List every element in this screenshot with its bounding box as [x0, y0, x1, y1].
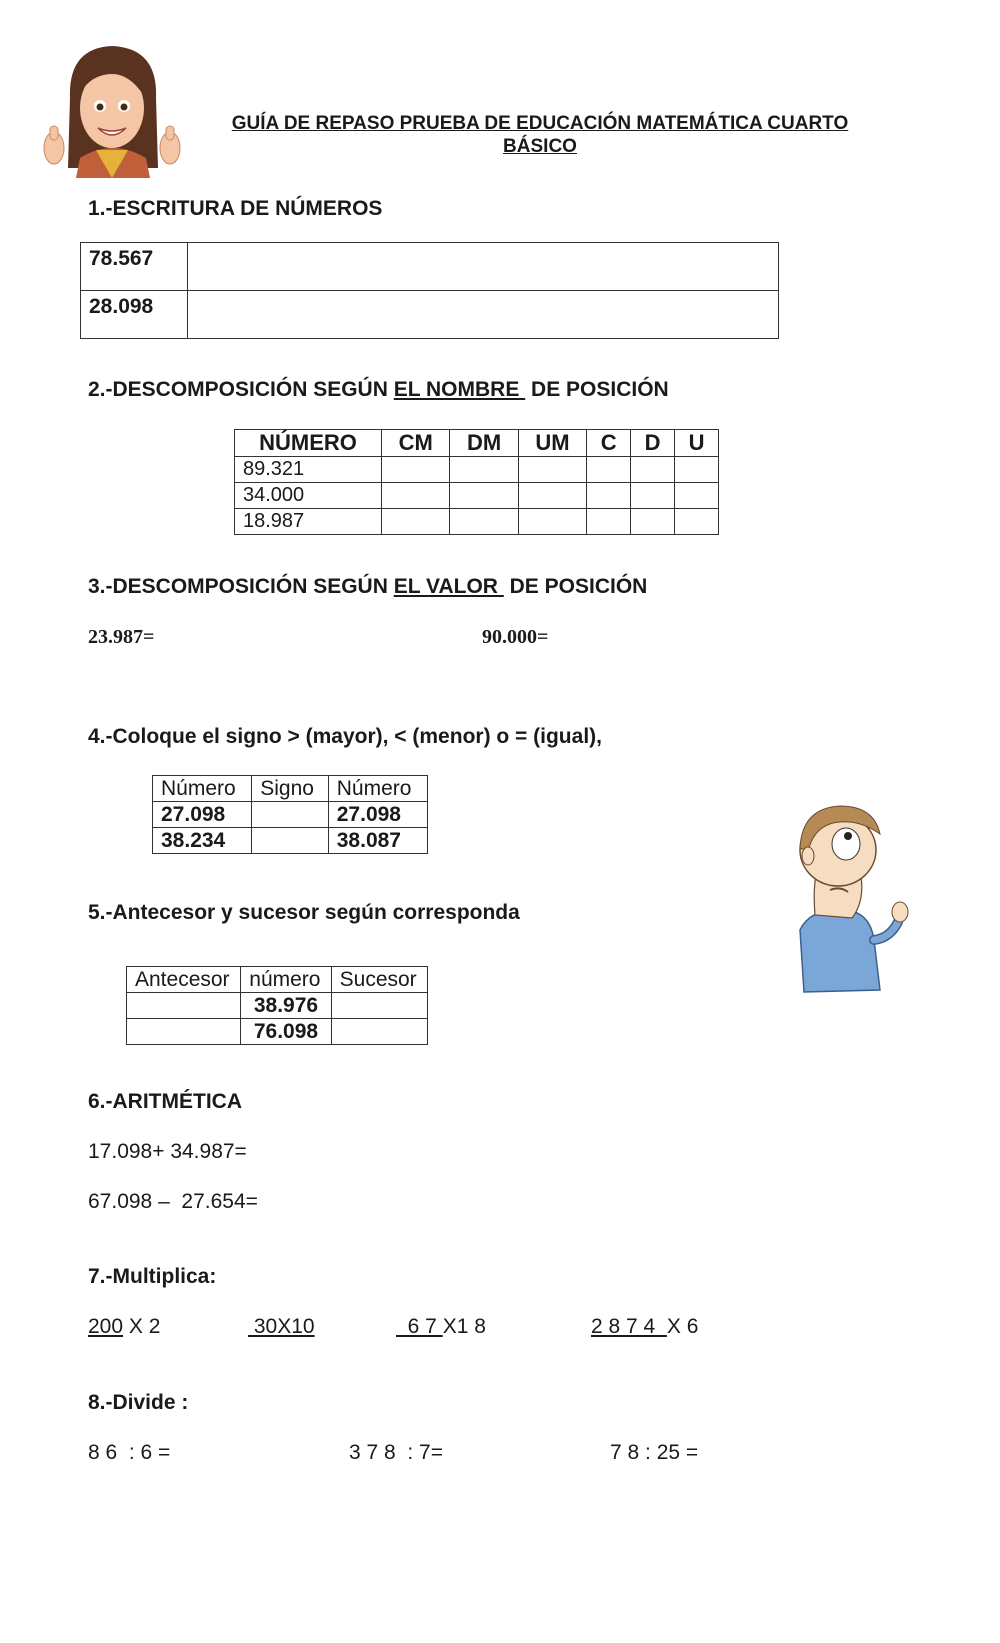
- answer-cell[interactable]: [675, 509, 719, 535]
- heading-suffix: DE POSICIÓN: [525, 378, 669, 401]
- header-sucesor: Sucesor: [331, 967, 427, 993]
- answer-cell[interactable]: [331, 993, 427, 1019]
- table-row: [235, 483, 719, 509]
- answer-cell[interactable]: [518, 509, 586, 535]
- table-header-row: [153, 776, 428, 802]
- header-antecesor: Antecesor: [127, 967, 241, 993]
- answer-cell[interactable]: [587, 483, 631, 509]
- number-cell: 18.987: [235, 509, 382, 535]
- factor-underlined: 6 7: [396, 1315, 443, 1338]
- answer-cell[interactable]: [127, 1019, 241, 1045]
- header-um: UM: [518, 430, 586, 457]
- heading-prefix: 2.-DESCOMPOSICIÓN SEGÚN: [88, 378, 394, 401]
- heading-suffix: DE POSICIÓN: [503, 575, 648, 598]
- table-row: [81, 291, 779, 339]
- answer-cell[interactable]: [382, 457, 450, 483]
- answer-cell[interactable]: [587, 509, 631, 535]
- factor-underlined: 2 8 7 4: [591, 1315, 667, 1338]
- factor-underlined: 200: [88, 1315, 124, 1338]
- answer-cell[interactable]: [331, 1019, 427, 1045]
- header-c: C: [587, 430, 631, 457]
- section-3-heading: [88, 575, 647, 599]
- header-cm: CM: [382, 430, 450, 457]
- table-header-row: [127, 967, 428, 993]
- number-cell: 89.321: [235, 457, 382, 483]
- number-cell: 78.567: [81, 243, 188, 291]
- answer-cell[interactable]: [631, 483, 675, 509]
- answer-cell[interactable]: [587, 457, 631, 483]
- header-u: U: [675, 430, 719, 457]
- division-exercise: 8 6 : 6 =: [88, 1441, 171, 1464]
- number-cell: 28.098: [81, 291, 188, 339]
- table-row: [235, 509, 719, 535]
- page-title: [230, 112, 850, 158]
- number-cell: 38.976: [241, 993, 331, 1019]
- multiplication-exercise: [591, 1315, 698, 1339]
- division-exercise: 3 7 8 : 7=: [349, 1441, 443, 1464]
- section-7-heading: 7.-Multiplica:: [88, 1265, 217, 1288]
- place-name-table: [234, 429, 719, 535]
- section-6-heading: 6.-ARITMÉTICA: [88, 1090, 242, 1113]
- answer-cell[interactable]: [631, 509, 675, 535]
- header-numero: NÚMERO: [235, 430, 382, 457]
- table-row: [153, 802, 428, 828]
- answer-cell[interactable]: [675, 483, 719, 509]
- value-exercise-a: 23.987=: [88, 626, 155, 648]
- factor-underlined: 30X10: [248, 1315, 315, 1338]
- multiplication-exercise: [396, 1315, 486, 1339]
- page-title-line1: GUÍA DE REPASO PRUEBA DE EDUCACIÓN MATEMÁTICA CUARTO: [231, 113, 849, 134]
- answer-cell[interactable]: [518, 457, 586, 483]
- factor-rest: X 2: [123, 1315, 161, 1338]
- header-dm: DM: [450, 430, 518, 457]
- number-cell: 76.098: [241, 1019, 331, 1045]
- division-exercise: 7 8 : 25 =: [610, 1441, 699, 1464]
- heading-prefix: 3.-DESCOMPOSICIÓN SEGÚN: [88, 575, 394, 598]
- section-8-heading: 8.-Divide :: [88, 1391, 189, 1414]
- sign-cell[interactable]: [252, 828, 329, 854]
- compare-table: [152, 775, 428, 854]
- answer-cell[interactable]: [382, 483, 450, 509]
- header-numero: Número: [328, 776, 427, 802]
- heading-underlined: EL VALOR: [393, 575, 504, 598]
- sign-cell[interactable]: [252, 802, 329, 828]
- header-d: D: [631, 430, 675, 457]
- answer-cell[interactable]: [127, 993, 241, 1019]
- section-4-heading: 4.-Coloque el signo > (mayor), < (menor) o = (igual),: [88, 725, 602, 748]
- answer-cell[interactable]: [450, 509, 518, 535]
- table-row: [127, 1019, 428, 1045]
- multiplication-exercise: [88, 1315, 160, 1339]
- answer-cell[interactable]: [382, 509, 450, 535]
- table-row: [153, 828, 428, 854]
- multiplication-exercise: [248, 1315, 315, 1339]
- number-cell: 34.000: [235, 483, 382, 509]
- answer-cell[interactable]: [631, 457, 675, 483]
- answer-cell[interactable]: [450, 483, 518, 509]
- number-cell: 38.234: [153, 828, 252, 854]
- table-header-row: [235, 430, 719, 457]
- factor-rest: X1 8: [442, 1315, 486, 1338]
- answer-cell[interactable]: [188, 243, 779, 291]
- answer-cell[interactable]: [450, 457, 518, 483]
- header-numero: Número: [153, 776, 252, 802]
- table-row: [81, 243, 779, 291]
- section-5-heading: 5.-Antecesor y sucesor según corresponda: [88, 901, 520, 924]
- value-exercise-b: 90.000=: [482, 626, 549, 648]
- answer-cell[interactable]: [188, 291, 779, 339]
- number-writing-table: [80, 242, 779, 339]
- table-row: [127, 993, 428, 1019]
- table-row: [235, 457, 719, 483]
- predecessor-successor-table: [126, 966, 428, 1045]
- header-numero: número: [241, 967, 331, 993]
- number-cell: 27.098: [153, 802, 252, 828]
- section-2-heading: [88, 378, 669, 402]
- section-1-heading: 1.-ESCRITURA DE NÚMEROS: [88, 197, 383, 220]
- factor-rest: X 6: [666, 1315, 699, 1338]
- addition-exercise: 17.098+ 34.987=: [88, 1140, 247, 1163]
- number-cell: 27.098: [328, 802, 427, 828]
- number-cell: 38.087: [328, 828, 427, 854]
- subtraction-exercise: 67.098 – 27.654=: [88, 1190, 258, 1213]
- answer-cell[interactable]: [675, 457, 719, 483]
- heading-underlined: EL NOMBRE: [393, 378, 526, 401]
- header-signo: Signo: [252, 776, 329, 802]
- teacher-avatar-illustration: [40, 38, 185, 178]
- answer-cell[interactable]: [518, 483, 586, 509]
- thinking-boy-illustration: [790, 800, 915, 1000]
- page-title-line2: BÁSICO: [503, 136, 577, 157]
